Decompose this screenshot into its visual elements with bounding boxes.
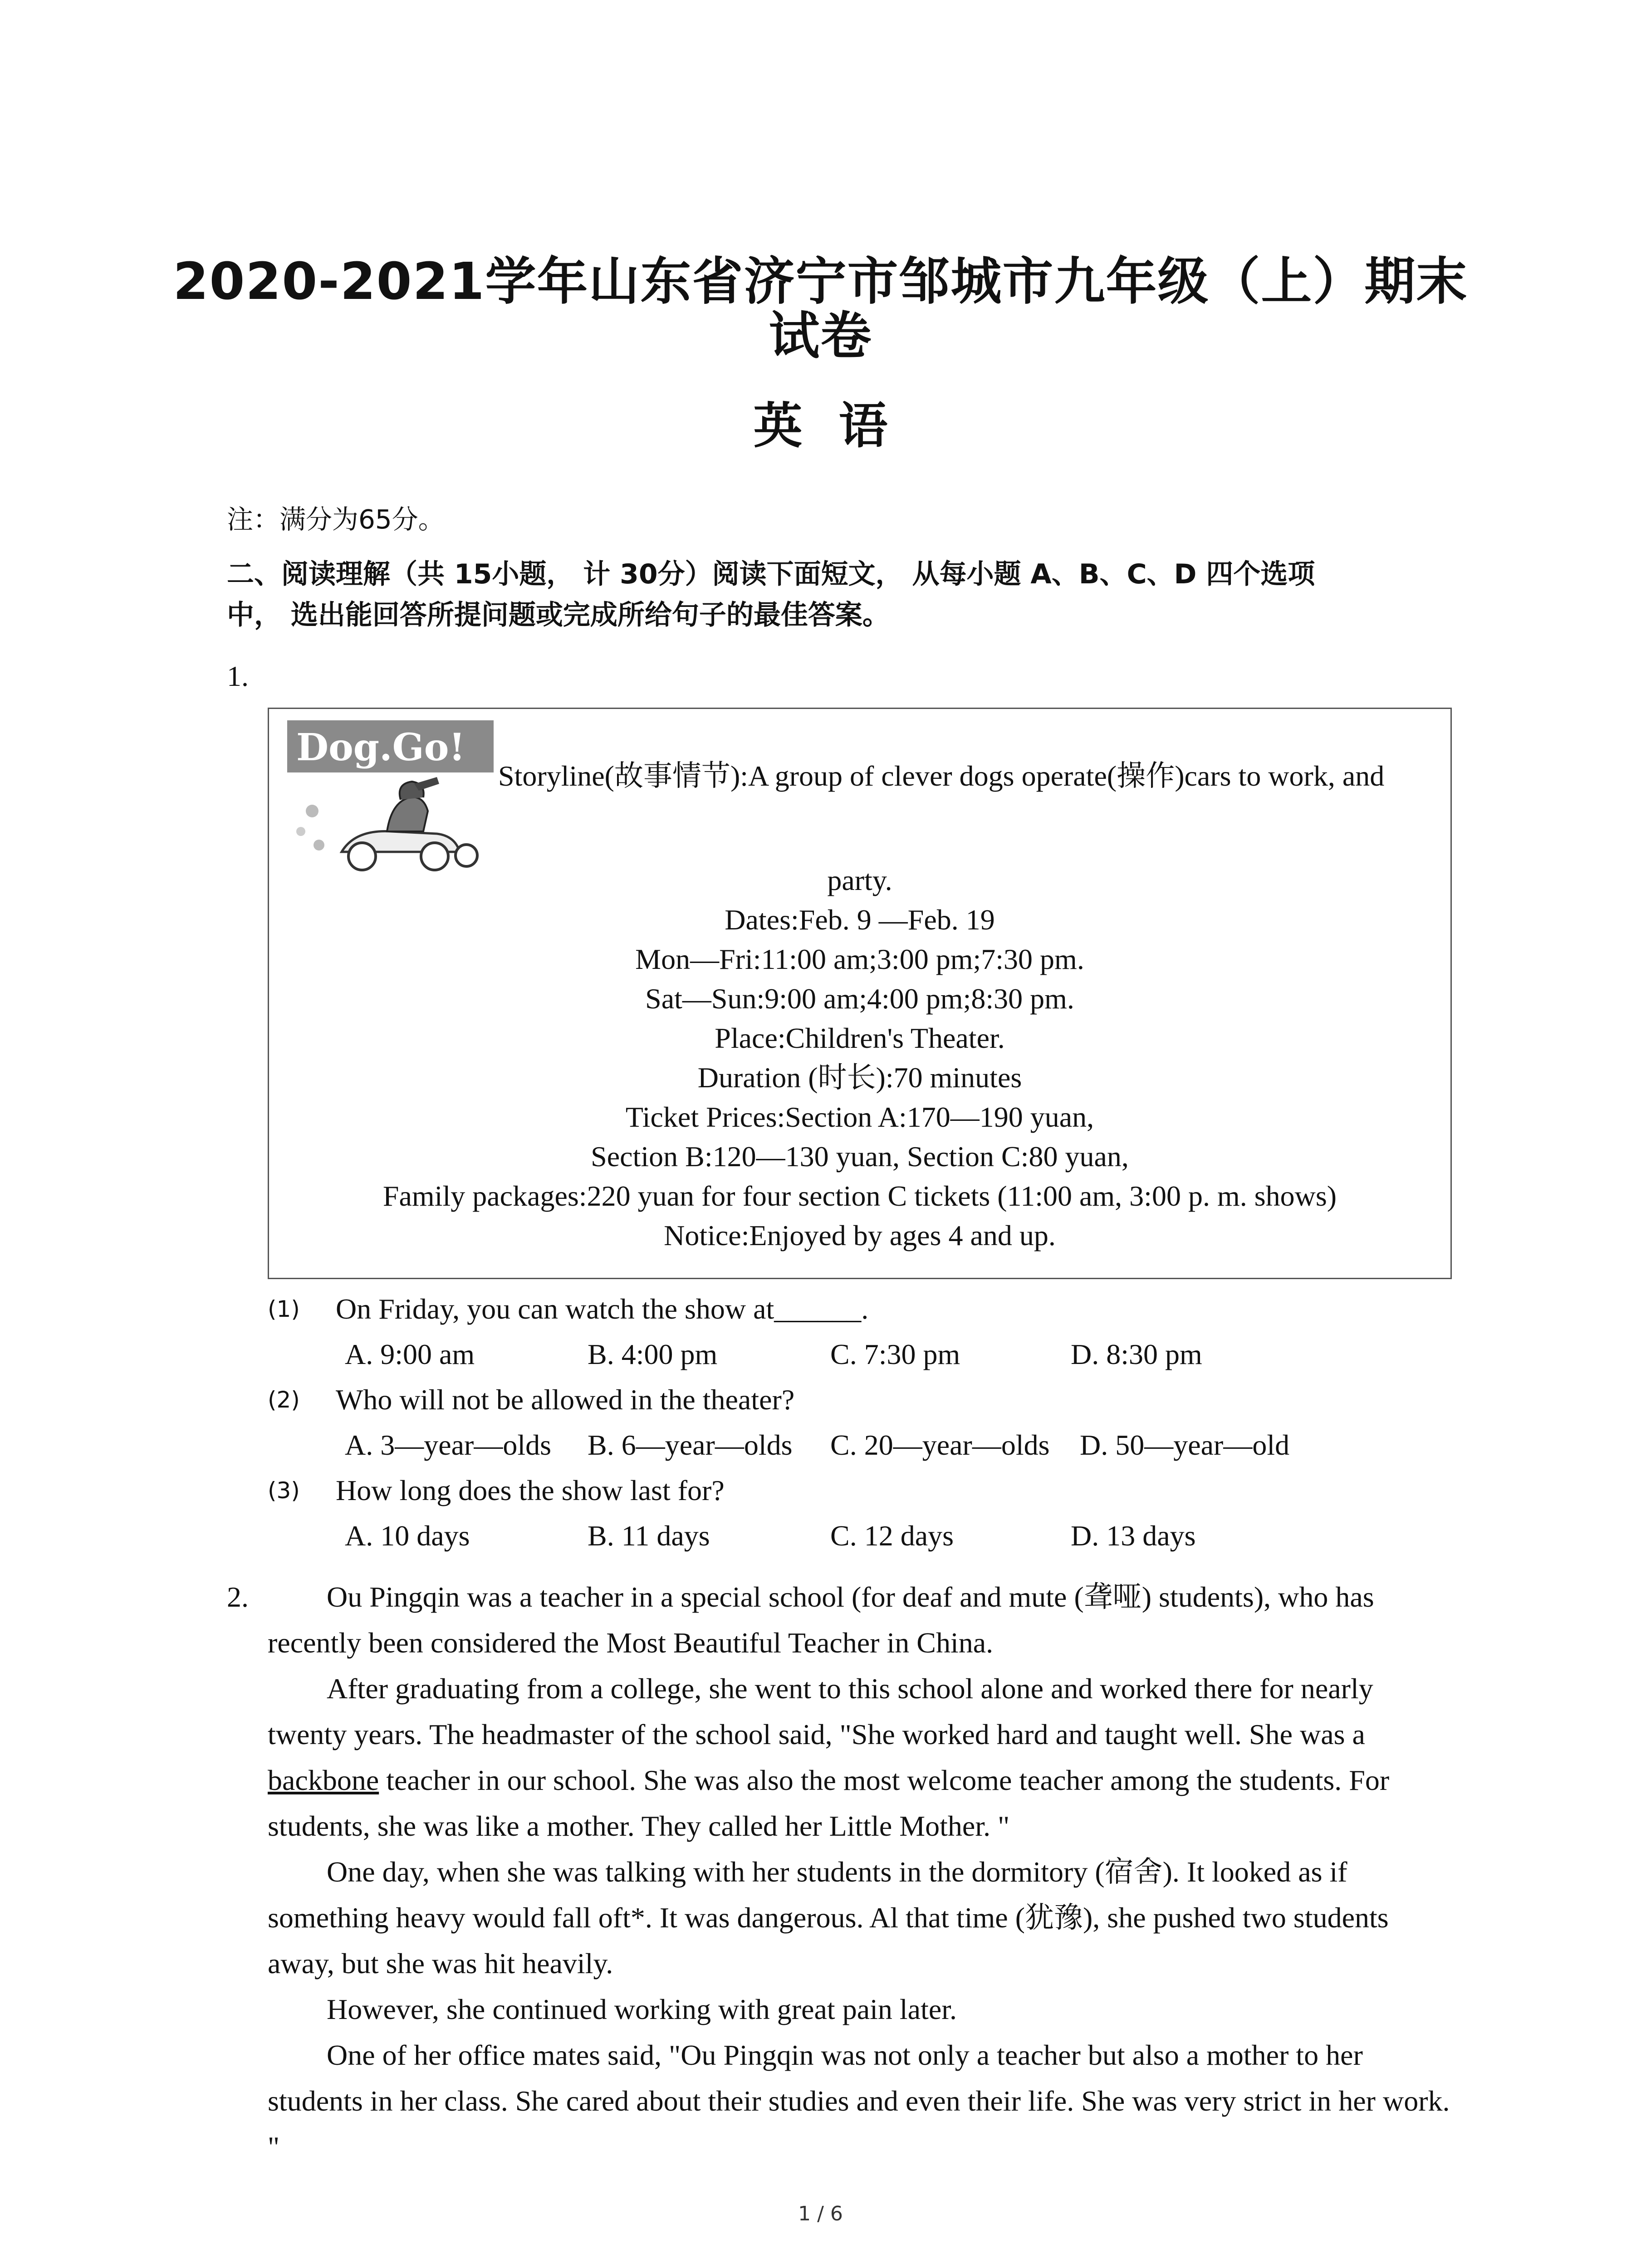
question-number-1: 1. <box>227 660 249 692</box>
info-line: Sat—Sun:9:00 am;4:00 pm;8:30 pm. <box>645 982 1074 1015</box>
info-line: party. <box>827 864 892 896</box>
info-line: Duration (时长):70 minutes <box>697 1061 1022 1094</box>
logo-lettering: Dog.Go! <box>296 726 465 769</box>
option-d: D. 8:30 pm <box>1071 1338 1202 1370</box>
option-b: B. 6—year—olds <box>588 1429 793 1461</box>
question-number-2: 2. <box>227 1581 249 1613</box>
passage-paragraph: One day, when she was talking with her students in the dormitory (宿舍). It looked as if something heavy would fall oft*. It was dangerous. Al that time (犹豫), she pushed two students away, but she was hit heavily. <box>268 1856 1389 1980</box>
passage-text: teacher in our school. She was also the most welcome teacher among the students. For students, she was like a mother. They called her Little Mother. " <box>268 1764 1390 1842</box>
option-a: A. 10 days <box>345 1520 470 1552</box>
underlined-word: backbone <box>268 1764 379 1796</box>
passage-paragraph: One of her office mates said, "Ou Pingqin was not only a teacher but also a mother to her students in her class. She cared about their studies and even their life. She was very strict in her work. " <box>268 2039 1450 2163</box>
section-instruction-line1: 二、阅读理解（共 15小题， 计 30分）阅读下面短文， 从每小题 A、B、C、D 四个选项 <box>227 558 1315 590</box>
info-line: Family packages:220 yuan for four section C tickets (11:00 am, 3:00 p. m. shows) <box>382 1180 1337 1212</box>
info-line: Place:Children's Theater. <box>715 1022 1005 1054</box>
passage-paragraph <box>268 1666 1452 1849</box>
reading-passage <box>268 1574 1452 2170</box>
subquestion-stem: Who will not be allowed in the theater? <box>336 1383 795 1416</box>
subquestion-number: (1) <box>268 1296 300 1322</box>
exam-title-line2: 试卷 <box>769 307 872 366</box>
info-line: Notice:Enjoyed by ages 4 and up. <box>664 1219 1056 1251</box>
page-number: 1 / 6 <box>798 2202 843 2225</box>
subquestion-stem: How long does the show last for? <box>336 1474 725 1506</box>
storyline-text: Storyline(故事情节):A group of clever dogs operate(操作)cars to work, and <box>498 760 1385 792</box>
passage-paragraph: However, she continued working with great pain later. <box>327 1993 957 2025</box>
option-c: C. 20—year—olds <box>830 1429 1050 1461</box>
option-d: D. 50—year—old <box>1080 1429 1290 1461</box>
passage-paragraph: Ou Pingqin was a teacher in a special school (for deaf and mute (聋哑) students), who has recently been considered the Most Beautiful Teacher in China. <box>268 1581 1374 1659</box>
info-line: Ticket Prices:Section A:170—190 yuan, <box>625 1101 1094 1133</box>
option-c: C. 7:30 pm <box>830 1338 960 1370</box>
subject-title: 英语 <box>753 398 924 455</box>
option-b: B. 11 days <box>588 1520 710 1552</box>
section-instruction-line2: 中， 选出能回答所提问题或完成所给句子的最佳答案。 <box>227 599 890 631</box>
option-a: A. 9:00 am <box>345 1338 475 1370</box>
show-info-box <box>268 708 1452 1279</box>
passage-text: After graduating from a college, she went to this school alone and worked there for nearly twenty years. The headmaster of the school said, "She worked hard and taught well. She was a <box>268 1672 1373 1750</box>
dog-go-logo <box>287 720 494 875</box>
subquestion-number: (3) <box>268 1477 300 1504</box>
subquestion-number: (2) <box>268 1387 300 1413</box>
option-a: A. 3—year—olds <box>345 1429 552 1461</box>
info-line: Mon—Fri:11:00 am;3:00 pm;7:30 pm. <box>635 943 1084 975</box>
exam-title-line1: 2020-2021学年山东省济宁市邹城市九年级（上）期末 <box>173 252 1468 311</box>
option-c: C. 12 days <box>830 1520 954 1552</box>
option-d: D. 13 days <box>1071 1520 1196 1552</box>
info-line: Section B:120—130 yuan, Section C:80 yuan, <box>591 1140 1129 1173</box>
option-b: B. 4:00 pm <box>588 1338 718 1370</box>
exam-note: 注：满分为65分。 <box>227 504 445 535</box>
subquestion-stem: On Friday, you can watch the show at______. <box>336 1293 869 1325</box>
info-line: Dates:Feb. 9 —Feb. 19 <box>725 904 995 936</box>
